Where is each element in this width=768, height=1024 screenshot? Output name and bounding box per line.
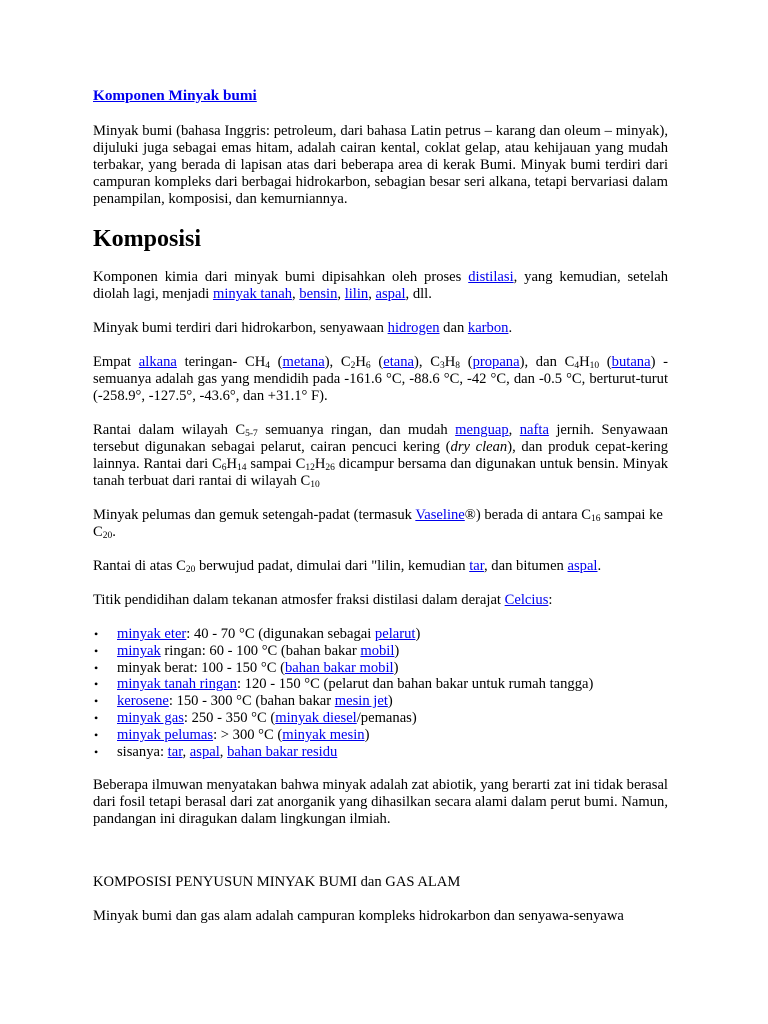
link-nafta[interactable]: nafta [519,422,549,438]
link-pelarut[interactable]: pelarut [374,626,416,642]
link-aspal[interactable]: aspal [375,286,406,302]
link-mobil[interactable]: mobil [360,642,395,659]
paragraph-solids: Rantai di atas $C_{20}$ berwujud padat, dimulai dari "lilin, kemudian tar, dan bitumen aspal. [93,558,602,575]
link-minyak-gas[interactable]: minyak gas [117,709,184,726]
heading-link-komponen[interactable]: Komponen Minyak bumi [93,87,257,104]
link-vaseline[interactable]: Vaseline [415,507,465,523]
link-aspal-2[interactable]: aspal [567,558,598,574]
link-alkana[interactable]: alkana [138,354,177,370]
section-heading-komposisi: Komposisi [93,226,202,252]
link-bahan-bakar-residu[interactable]: bahan bakar residu [227,743,338,760]
boiling-point-list [93,626,668,760]
list-item: • minyak ringan: 60 - 100 °C (bahan bakar mobil) [117,643,668,660]
link-kerosene[interactable]: kerosene [117,693,169,710]
link-minyak-tanah[interactable]: minyak tanah [212,286,292,302]
link-lilin[interactable]: lilin [344,286,369,302]
link-aspal-3[interactable]: aspal [189,743,220,760]
link-propana[interactable]: propana [472,354,520,370]
paragraph-boiling-points: Titik pendidihan dalam tekanan atmosfer fraksi distilasi dalam derajat Celcius: [93,592,553,608]
list-item: • minyak pelumas: > 300 °C (minyak mesin) [117,727,668,744]
spacer [93,845,668,874]
link-karbon[interactable]: karbon [467,320,509,336]
paragraph-abiotic: Beberapa ilmuwan menyatakan bahwa minyak adalah zat abiotik, yang berarti zat ini tidak berasal dari fosil tetapi berasal dari zat anorganik yang dihasilkan secara alami dalam perut bumi. Namun, pandangan ini diragukan dalam lingkungan ilmiah. [93,777,668,828]
paragraph-chains: Rantai dalam wilayah $C_{5-7}$ semuanya ringan, dan mudah menguap, nafta jernih. Senyawaan tersebut digunakan sebagai pelarut, cairan pencuci kering (dry clean), dan produk cepat-kering lainnya. Rantai dari $C_6H_{14}$ sampai $C_{12}H_{26}$ dicampur bersama dan digunakan untuk bensin. Minyak tanah terbuat dari rantai di wilayah $C_{10}$ [93,422,668,490]
link-menguap[interactable]: menguap [455,422,509,438]
paragraph-lubricants: Minyak pelumas dan gemuk setengah-padat (termasuk Vaseline®) berada di antara $C_{16}$ sampai ke $C_{20}$. [93,507,663,541]
list-item: • minyak gas: 250 - 350 °C (minyak diesel/pemanas) [117,710,668,727]
link-etana[interactable]: etana [383,354,415,370]
paragraph-components: Komponen kimia dari minyak bumi dipisahkan oleh proses distilasi, yang kemudian, setelah diolah lagi, menjadi minyak tanah, bensin, lilin, aspal, dll. [93,269,668,302]
list-item: • minyak tanah ringan: 120 - 150 °C (pelarut dan bahan bakar untuk rumah tangga) [117,676,668,693]
link-mesin-jet[interactable]: mesin jet [334,693,388,710]
list-item: • sisanya: tar, aspal, bahan bakar residu [117,744,668,761]
link-celcius[interactable]: Celcius [504,592,549,608]
link-butana[interactable]: butana [611,354,651,370]
list-item: • minyak berat: 100 - 150 °C (bahan bakar mobil) [117,660,668,677]
link-tar-2[interactable]: tar [167,743,183,760]
link-metana[interactable]: metana [282,354,325,370]
link-hidrogen[interactable]: hidrogen [387,320,440,336]
link-tar[interactable]: tar [469,558,484,574]
link-bahan-bakar-mobil[interactable]: bahan bakar mobil [284,659,394,676]
list-item: • minyak eter: 40 - 70 °C (digunakan sebagai pelarut) [117,626,668,643]
link-minyak-diesel[interactable]: minyak diesel [275,709,357,726]
link-minyak[interactable]: minyak [117,642,161,659]
link-minyak-pelumas[interactable]: minyak pelumas [117,726,214,743]
intro-paragraph: Minyak bumi (bahasa Inggris: petroleum, dari bahasa Latin petrus – karang dan oleum – minyak), dijuluki juga sebagai emas hitam, adalah cairan kental, coklat gelap, atau kehijauan yang mudah terbakar, yang berada di lapisan atas dari beberapa area di kerak Bumi. Minyak bumi terdiri dari campuran kompleks dari berbagai hidrokarbon, sebagian besar seri alkana, tetapi bervariasi dalam penampilan, komposisi, dan kemurniannya. [93,123,668,207]
paragraph-hydrocarbon: Minyak bumi terdiri dari hidrokarbon, senyawaan hidrogen dan karbon. [93,320,513,336]
link-minyak-tanah-ringan[interactable]: minyak tanah ringan [117,676,237,693]
link-bensin[interactable]: bensin [299,286,338,302]
link-minyak-eter[interactable]: minyak eter [117,626,187,642]
link-distilasi[interactable]: distilasi [468,269,514,285]
link-minyak-mesin[interactable]: minyak mesin [282,726,365,743]
paragraph-alkanes: Empat alkana teringan- $CH_4$ (metana), $C_2H_6$ (etana), $C_3H_8$ (propana), dan $C_4H_{10}$ (butana) - semuanya adalah gas yang mendidih pada -161.6 °C, -88.6 °C, -42 °C, dan -0.5 °C, berturut-turut (-258.9°, -127.5°, -43.6°, dan +31.1° F). [93,354,668,404]
list-item: • kerosene: 150 - 300 °C (bahan bakar mesin jet) [117,693,668,710]
paragraph-composition-start: Minyak bumi dan gas alam adalah campuran kompleks hidrokarbon dan senyawa-senyawa [93,908,624,925]
caps-heading: KOMPOSISI PENYUSUN MINYAK BUMI dan GAS ALAM [93,874,461,891]
